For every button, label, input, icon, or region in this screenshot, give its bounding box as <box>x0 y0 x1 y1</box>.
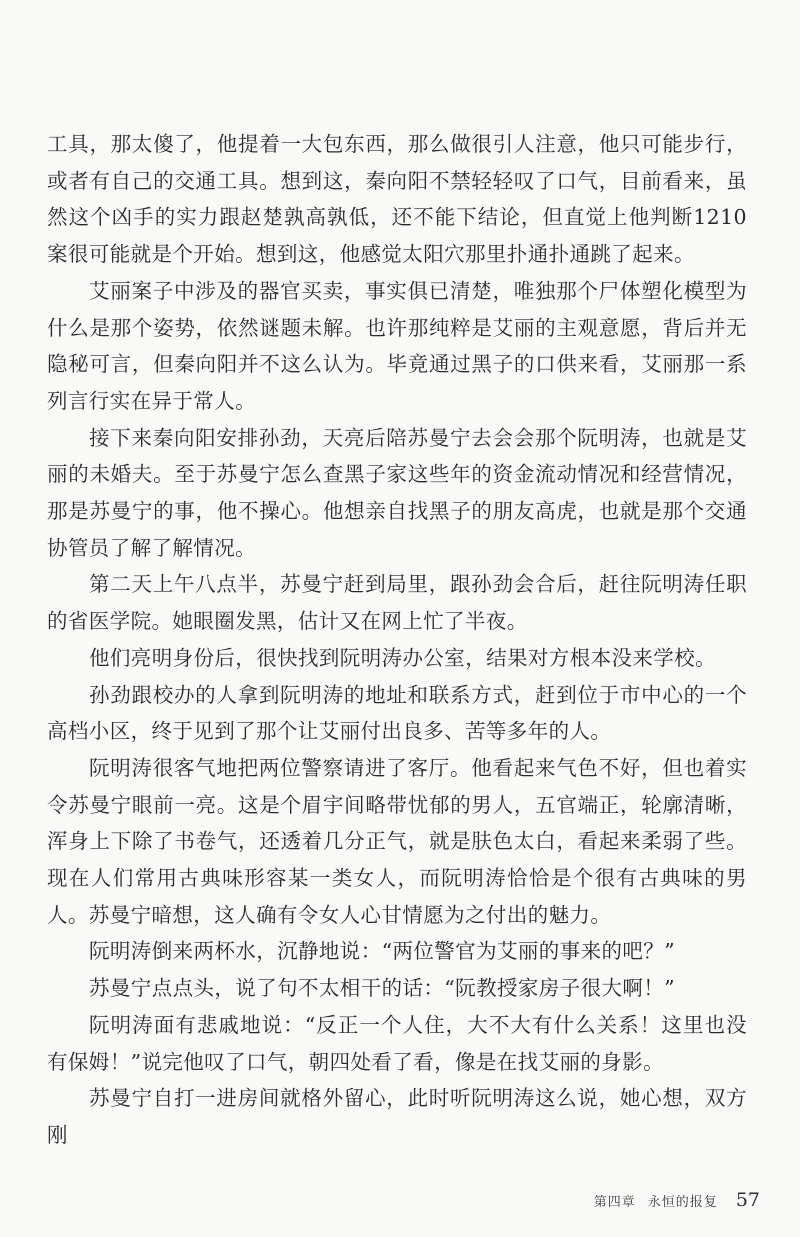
body-text <box>47 126 747 1154</box>
paragraph: 第二天上午八点半，苏曼宁赶到局里，跟孙劲会合后，赶往阮明涛任职的省医学院。她眼圈发黑，估计又在网上忙了半夜。 <box>47 572 747 634</box>
chapter-title: 永恒的报复 <box>647 1194 718 1210</box>
paragraph: 阮明涛倒来两杯水，沉静地说：“两位警官为艾丽的事来的吧？” <box>89 939 676 964</box>
paragraph: 艾丽案子中涉及的器官买卖，事实俱已清楚，唯独那个尸体塑化模型为什么是那个姿势，依然谜题未解。也许那纯粹是艾丽的主观意愿，背后并无隐秘可言，但秦向阳并不这么认为。毕竟通过黑子的口供来看，艾丽那一系列言行实在异于常人。 <box>47 278 747 413</box>
paragraph: 接下来秦向阳安排孙劲，天亮后陪苏曼宁去会会那个阮明涛，也就是艾丽的未婚夫。至于苏曼宁怎么查黑子家这些年的资金流动情况和经营情况，那是苏曼宁的事，他不操心。他想亲自找黑子的朋友高虎，也就是那个交通协管员了解了解情况。 <box>47 425 747 560</box>
paragraph: 阮明涛面有悲戚地说：“反正一个人住，大不大有什么关系！这里也没有保姆！”说完他叹了口气，朝四处看了看，像是在找艾丽的身影。 <box>47 1012 747 1074</box>
paragraph: 工具，那太傻了，他提着一大包东西，那么做很引人注意，他只可能步行，或者有自己的交通工具。想到这，秦向阳不禁轻轻叹了口气，目前看来，虽然这个凶手的实力跟赵楚孰高孰低，还不能下结论，但直觉上他判断1210案很可能就是个开始。想到这，他感觉太阳穴那里扑通扑通跳了起来。 <box>47 132 747 267</box>
paragraph: 他们亮明身份后，很快找到阮明涛办公室，结果对方根本没来学校。 <box>89 645 716 670</box>
paragraph: 阮明涛很客气地把两位警察请进了客厅。他看起来气色不好，但也着实令苏曼宁眼前一亮。这是个眉宇间略带忧郁的男人，五官端正，轮廓清晰，浑身上下除了书卷气，还透着几分正气，就是肤色太白，看起来柔弱了些。现在人们常用古典味形容某一类女人，而阮明涛恰恰是个很有古典味的男人。苏曼宁暗想，这人确有令女人心甘情愿为之付出的魅力。 <box>47 755 747 927</box>
paragraph: 孙劲跟校办的人拿到阮明涛的地址和联系方式，赶到位于市中心的一个高档小区，终于见到了那个让艾丽付出良多、苦等多年的人。 <box>47 682 747 744</box>
chapter-heading <box>594 1191 718 1210</box>
running-footer <box>594 1188 760 1212</box>
paragraph: 苏曼宁点点头，说了句不太相干的话：“阮教授家房子很大啊！” <box>89 976 676 1001</box>
chapter-label: 第四章 <box>593 1194 636 1210</box>
page-number: 57 <box>735 1189 760 1211</box>
paragraph: 苏曼宁自打一进房间就格外留心，此时听阮明涛这么说，她心想，双方刚 <box>47 1086 747 1147</box>
